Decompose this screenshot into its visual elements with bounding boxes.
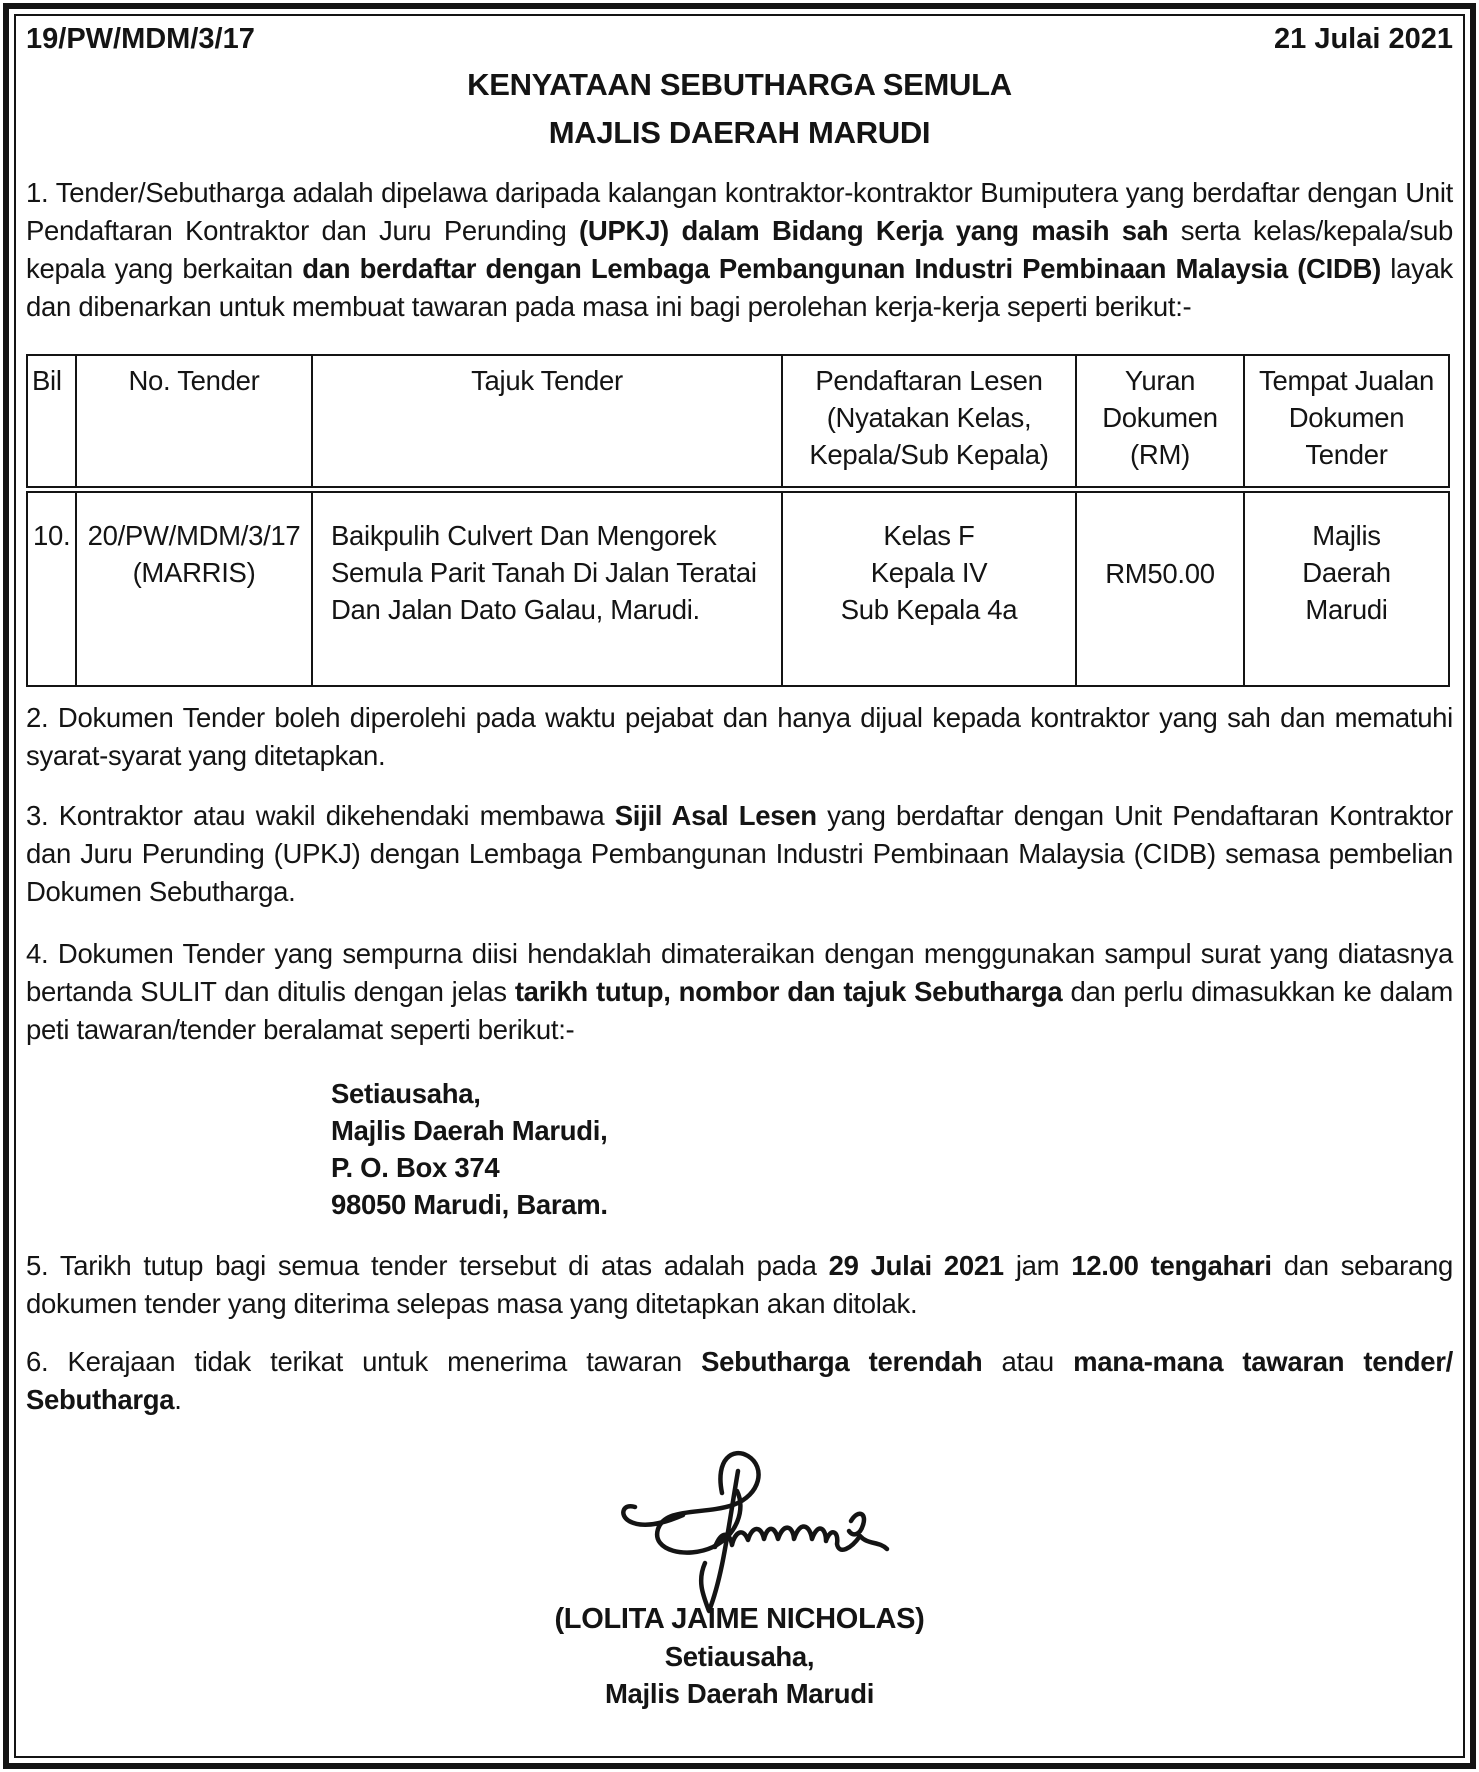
cell-line: Sub Kepala 4a <box>840 594 1018 625</box>
paragraph-6-segment-bold: Sebutharga terendah <box>701 1345 983 1377</box>
header-line: Yuran <box>1124 365 1196 396</box>
paragraph-4 <box>26 935 1453 1049</box>
paragraph-1-segment-bold: (UPKJ) dalam Bidang Kerja yang masih sah <box>579 215 1169 246</box>
header-line: Kepala/Sub Kepala) <box>809 439 1049 470</box>
paragraph-3-segment: 3. Kontraktor atau wakil dikehendaki membawa <box>26 799 615 831</box>
paragraph-5-segment: 5. Tarikh tutup bagi semua tender tersebut di atas adalah pada <box>26 1249 829 1281</box>
address-line: P. O. Box 374 <box>331 1151 500 1183</box>
paragraph-5-segment-bold: 12.00 tengahari <box>1071 1249 1272 1281</box>
cell-line: Baikpulih Culvert Dan Mengorek <box>331 520 717 551</box>
cell-line: Kepala IV <box>870 557 988 588</box>
header-line: Dokumen <box>1102 402 1218 433</box>
paragraph-5-segment: jam <box>1003 1249 1072 1281</box>
paragraph-6-segment-bold: mana-mana tawaran tender/ Sebutharga <box>26 1345 1454 1415</box>
cell-line: Majlis <box>1312 520 1381 551</box>
signatory-name: (LOLITA JAIME NICHOLAS) <box>554 1602 925 1635</box>
address-line: 98050 Marudi, Baram. <box>331 1188 608 1220</box>
cell-line: Semula Parit Tanah Di Jalan Teratai <box>331 557 757 588</box>
paragraph-5-segment: dan sebarang dokumen tender yang diterima selepas masa yang ditetapkan akan ditolak. <box>26 1249 1454 1319</box>
cell-line: Marudi <box>1305 594 1388 625</box>
cell-line: 20/PW/MDM/3/17 <box>87 520 301 551</box>
header-line: Tender <box>1305 439 1388 470</box>
paragraph-6-segment: . <box>174 1383 182 1415</box>
table-row <box>27 490 1449 686</box>
header-line: (Nyatakan Kelas, <box>826 402 1032 433</box>
table-header-row <box>27 355 1449 490</box>
cell-yuran-dokumen: RM50.00 <box>1076 490 1244 686</box>
outer-border <box>3 3 1476 1769</box>
document-subtitle: MAJLIS DAERAH MARUDI <box>548 115 931 150</box>
header-line: (RM) <box>1130 439 1190 470</box>
signatory-role: Setiausaha, <box>664 1640 815 1672</box>
paragraph-4-segment: 4. Dokumen Tender yang sempurna diisi hendaklah dimateraikan dengan menggunakan sampul surat yang diatasnya bertanda SULIT dan ditulis dengan jelas <box>26 937 1453 1007</box>
header-no-tender: No. Tender <box>76 355 312 490</box>
cell-line: Kelas F <box>883 520 975 551</box>
header-line: Tempat Jualan <box>1259 365 1434 396</box>
signature <box>565 1443 915 1615</box>
reference-number: 19/PW/MDM/3/17 <box>26 23 255 55</box>
signature-block <box>26 1443 1453 1712</box>
cell-tempat-jualan <box>1244 490 1449 686</box>
cell-bil: 10. <box>27 490 76 686</box>
paragraph-1-segment: layak dan dibenarkan untuk membuat tawaran pada masa ini bagi perolehan kerja-kerja seperti berikut:- <box>26 253 1454 322</box>
paragraph-1-segment: serta kelas/kepala/sub kepala yang berkaitan <box>26 215 1454 284</box>
header-yuran-dokumen <box>1076 355 1244 490</box>
paragraph-6-segment: atau <box>982 1345 1074 1377</box>
paragraph-3-segment: yang berdaftar dengan Unit Pendaftaran Kontraktor dan Juru Perunding (UPKJ) dengan Lembaga Pembangunan Industri Pembinaan Malaysia (CIDB) semasa pembelian Dokumen Sebutharga. <box>26 799 1454 907</box>
cell-line: Dan Jalan Dato Galau, Marudi. <box>331 594 700 625</box>
cell-line: Daerah <box>1302 557 1391 588</box>
paragraph-1-segment: 1. Tender/Sebutharga adalah dipelawa daripada kalangan kontraktor-kontraktor Bumiputera yang berdaftar dengan Unit Pendaftaran Kontraktor dan Juru Perunding <box>26 177 1453 246</box>
header-line: Pendaftaran Lesen <box>815 365 1043 396</box>
header-line: Dokumen <box>1288 402 1405 433</box>
paragraph-4-segment: dan perlu dimasukkan ke dalam peti tawaran/tender beralamat seperti berikut:- <box>26 975 1454 1045</box>
document-date: 21 Julai 2021 <box>1274 23 1453 55</box>
cell-tajuk-tender <box>312 490 782 686</box>
header-tajuk-tender: Tajuk Tender <box>312 355 782 490</box>
cell-no-tender <box>76 490 312 686</box>
paragraph-5-segment-bold: 29 Julai 2021 <box>828 1249 1004 1281</box>
paragraph-5 <box>26 1247 1453 1323</box>
paragraph-1-segment-bold: dan berdaftar dengan Lembaga Pembangunan Industri Pembinaan Malaysia (CIDB) <box>302 253 1381 284</box>
paragraph-1 <box>26 174 1453 326</box>
paragraph-3-segment-bold: Sijil Asal Lesen <box>614 799 817 831</box>
inner-border <box>14 14 1465 1758</box>
paragraph-6 <box>26 1343 1453 1419</box>
tender-table <box>26 354 1450 687</box>
paragraph-6-segment: 6. Kerajaan tidak terikat untuk menerima tawaran <box>26 1345 702 1377</box>
header-pendaftaran-lesen <box>782 355 1076 490</box>
cell-pendaftaran-lesen <box>782 490 1076 686</box>
document-header <box>26 20 1453 58</box>
paragraph-2 <box>26 699 1453 775</box>
cell-line: (MARRIS) <box>132 557 256 588</box>
header-bil: Bil <box>27 355 76 490</box>
paragraph-3 <box>26 797 1453 911</box>
signatory-organization: Majlis Daerah Marudi <box>604 1677 875 1709</box>
tender-box-address <box>331 1075 1453 1223</box>
header-tempat-jualan <box>1244 355 1449 490</box>
address-line: Majlis Daerah Marudi, <box>331 1114 608 1146</box>
paragraph-4-segment-bold: tarikh tutup, nombor dan tajuk Sebutharga <box>514 975 1063 1007</box>
address-line: Setiausaha, <box>331 1077 481 1109</box>
document-title: KENYATAAN SEBUTHARGA SEMULA <box>467 67 1012 102</box>
paragraph-2-segment: 2. Dokumen Tender boleh diperolehi pada waktu pejabat dan hanya dijual kepada kontraktor yang sah dan mematuhi syarat-syarat yang ditetapkan. <box>26 701 1453 771</box>
